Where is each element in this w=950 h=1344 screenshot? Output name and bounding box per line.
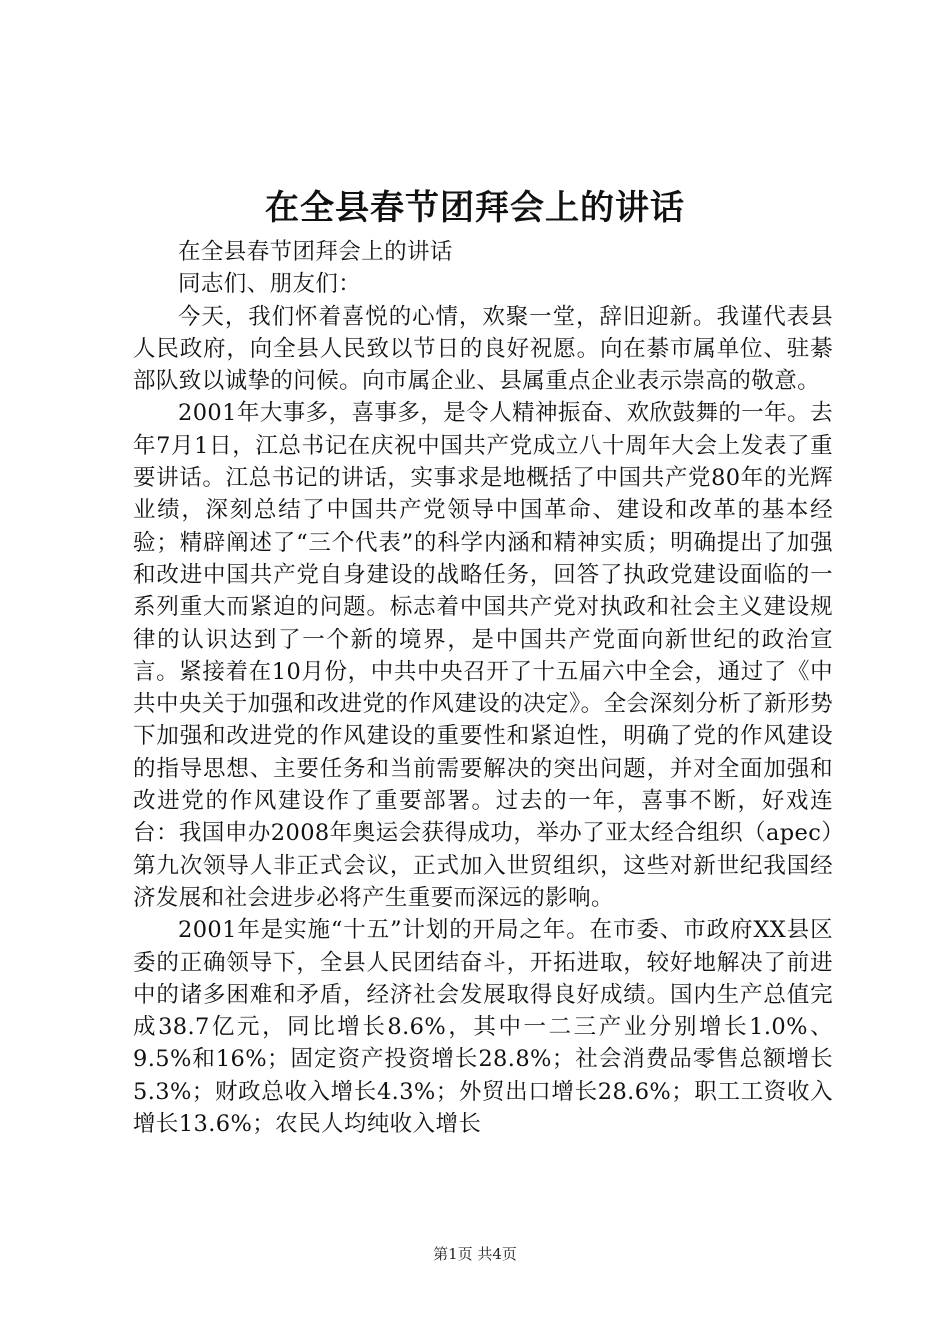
paragraph-subtitle: 在全县春节团拜会上的讲话 — [178, 239, 453, 265]
document-body — [133, 236, 833, 1140]
document-title: 在全县春节团拜会上的讲话 — [265, 188, 685, 228]
paragraph-economic-results: 2001年是实施“十五”计划的开局之年。在市委、市政府XX县区委的正确领导下，全县人民团结奋斗，开拓进取，较好地解决了前进中的诸多困难和矛盾，经济社会发展取得良好成绩。国内生产总值完成38.7亿元，同比增长8.6%，其中一二三产业分别增长1.0%、9.5%和16%；固定资产投资增长28.8%；社会消费品零售总额增长5.3%；财政总收入增长4.3%；外贸出口增长28.6%；职工工资收入增长13.6%；农民人均纯收入增长 — [133, 917, 833, 1138]
paragraph-salutation: 同志们、朋友们： — [178, 271, 362, 298]
page-footer: 第1页 共4页 — [433, 1245, 517, 1263]
paragraph-greeting: 今天，我们怀着喜悦的心情，欢聚一堂，辞旧迎新。我谨代表县人民政府，向全县人民致以节日的良好祝愿。向在綦市属单位、驻綦部队致以诚挚的问候。向市属企业、县属重点企业表示崇高的敬意。 — [133, 303, 833, 395]
paragraph-2001-review: 2001年大事多，喜事多，是令人精神振奋、欢欣鼓舞的一年。去年7月1日，江总书记在庆祝中国共产党成立八十周年大会上发表了重要讲话。江总书记的讲话，实事求是地概括了中国共产党80年的光辉业绩，深刻总结了中国共产党领导中国革命、建设和改革的基本经验；精辟阐述了“三个代表”的科学内涵和精神实质；明确提出了加强和改进中国共产党自身建设的战略任务，回答了执政党建设面临的一系列重大而紧迫的问题。标志着中国共产党对执政和社会主义建设规律的认识达到了一个新的境界，是中国共产党面向新世纪的政治宣言。紧接着在10月份，中共中央召开了十五届六中全会，通过了《中共中央关于加强和改进党的作风建设的决定》。全会深刻分析了新形势下加强和改进党的作风建设的重要性和紧迫性，明确了党的作风建设的指导思想、主要任务和当前需要解决的突出问题，并对全面加强和改进党的作风建设作了重要部署。过去的一年，喜事不断，好戏连台：我国申办2008年奥运会获得成功，举办了亚太经合组织（apec）第九次领导人非正式会议，正式加入世贸组织，这些对新世纪我国经济发展和社会进步必将产生重要而深远的影响。 — [133, 400, 833, 911]
